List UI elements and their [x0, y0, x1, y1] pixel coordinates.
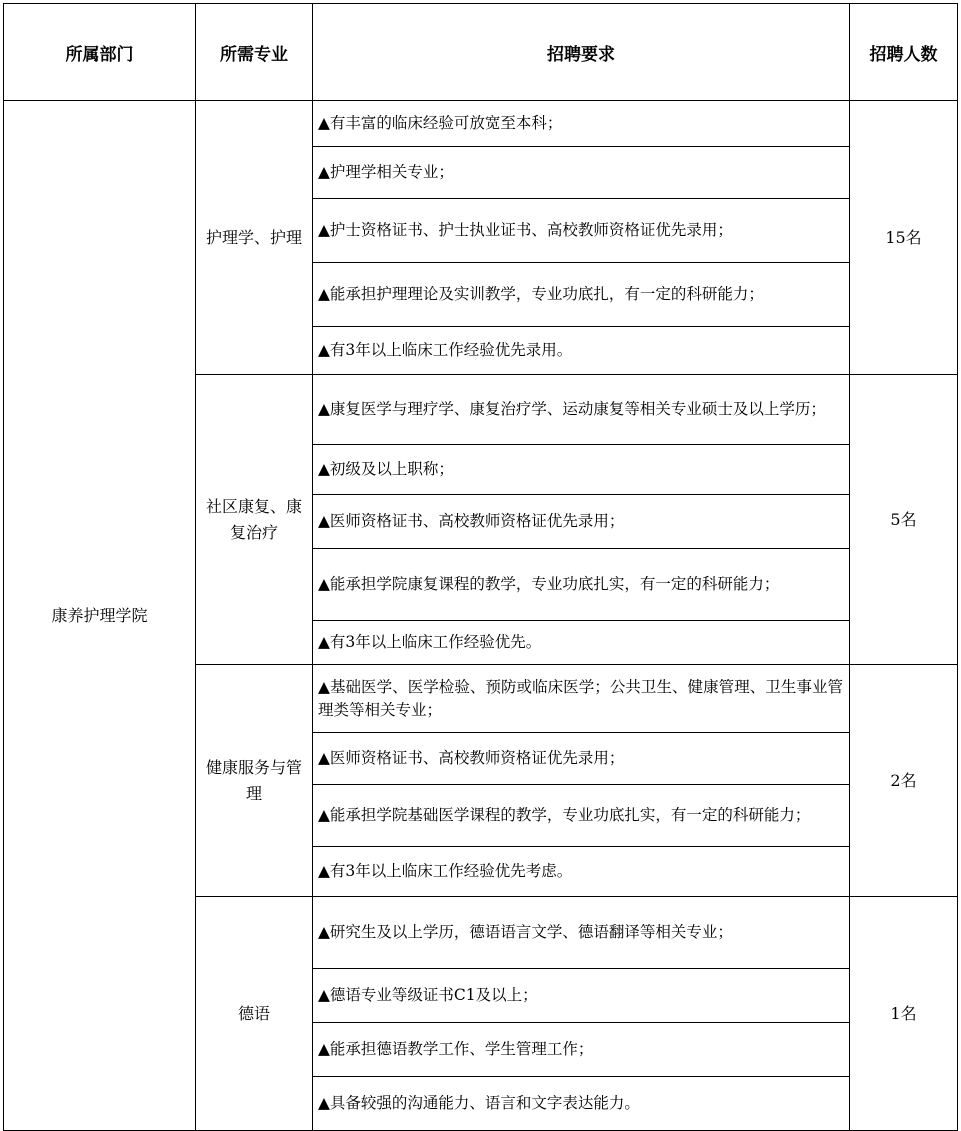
- count-cell-rehab: 5名: [850, 375, 958, 665]
- major-cell-health: 健康服务与管理: [196, 665, 313, 897]
- requirement-cell: ▲有丰富的临床经验可放宽至本科；: [313, 101, 850, 147]
- requirement-cell: ▲基础医学、医学检验、预防或临床医学；公共卫生、健康管理、卫生事业管理类等相关专业；: [313, 665, 850, 733]
- recruitment-table: [3, 3, 958, 1131]
- requirement-cell: ▲能承担德语教学工作、学生管理工作；: [313, 1023, 850, 1077]
- requirement-cell: ▲医师资格证书、高校教师资格证优先录用；: [313, 733, 850, 785]
- table-row: [4, 101, 958, 147]
- requirement-cell: ▲医师资格证书、高校教师资格证优先录用；: [313, 495, 850, 549]
- requirement-cell: ▲能承担护理理论及实训教学，专业功底扎，有一定的科研能力；: [313, 263, 850, 327]
- header-department: 所属部门: [4, 4, 196, 101]
- header-major: 所需专业: [196, 4, 313, 101]
- requirement-cell: ▲护理学相关专业；: [313, 147, 850, 199]
- header-count: 招聘人数: [850, 4, 958, 101]
- count-cell-nursing: 15名: [850, 101, 958, 375]
- requirement-cell: ▲有3年以上临床工作经验优先。: [313, 621, 850, 665]
- requirement-cell: ▲康复医学与理疗学、康复治疗学、运动康复等相关专业硕士及以上学历；: [313, 375, 850, 445]
- count-cell-health: 2名: [850, 665, 958, 897]
- major-cell-german: 德语: [196, 897, 313, 1131]
- requirement-cell: ▲能承担学院基础医学课程的教学，专业功底扎实，有一定的科研能力；: [313, 785, 850, 847]
- requirement-cell: ▲初级及以上职称；: [313, 445, 850, 495]
- requirement-cell: ▲能承担学院康复课程的教学，专业功底扎实，有一定的科研能力；: [313, 549, 850, 621]
- header-row: [4, 4, 958, 101]
- major-cell-nursing: 护理学、护理: [196, 101, 313, 375]
- requirement-cell: ▲有3年以上临床工作经验优先考虑。: [313, 847, 850, 897]
- header-requirements: 招聘要求: [313, 4, 850, 101]
- department-cell: 康养护理学院: [4, 101, 196, 1131]
- requirement-cell: ▲具备较强的沟通能力、语言和文字表达能力。: [313, 1077, 850, 1131]
- requirement-cell: ▲护士资格证书、护士执业证书、高校教师资格证优先录用；: [313, 199, 850, 263]
- major-cell-rehab: 社区康复、康复治疗: [196, 375, 313, 665]
- requirement-cell: ▲有3年以上临床工作经验优先录用。: [313, 327, 850, 375]
- count-cell-german: 1名: [850, 897, 958, 1131]
- requirement-cell: ▲研究生及以上学历，德语语言文学、德语翻译等相关专业；: [313, 897, 850, 969]
- requirement-cell: ▲德语专业等级证书C1及以上；: [313, 969, 850, 1023]
